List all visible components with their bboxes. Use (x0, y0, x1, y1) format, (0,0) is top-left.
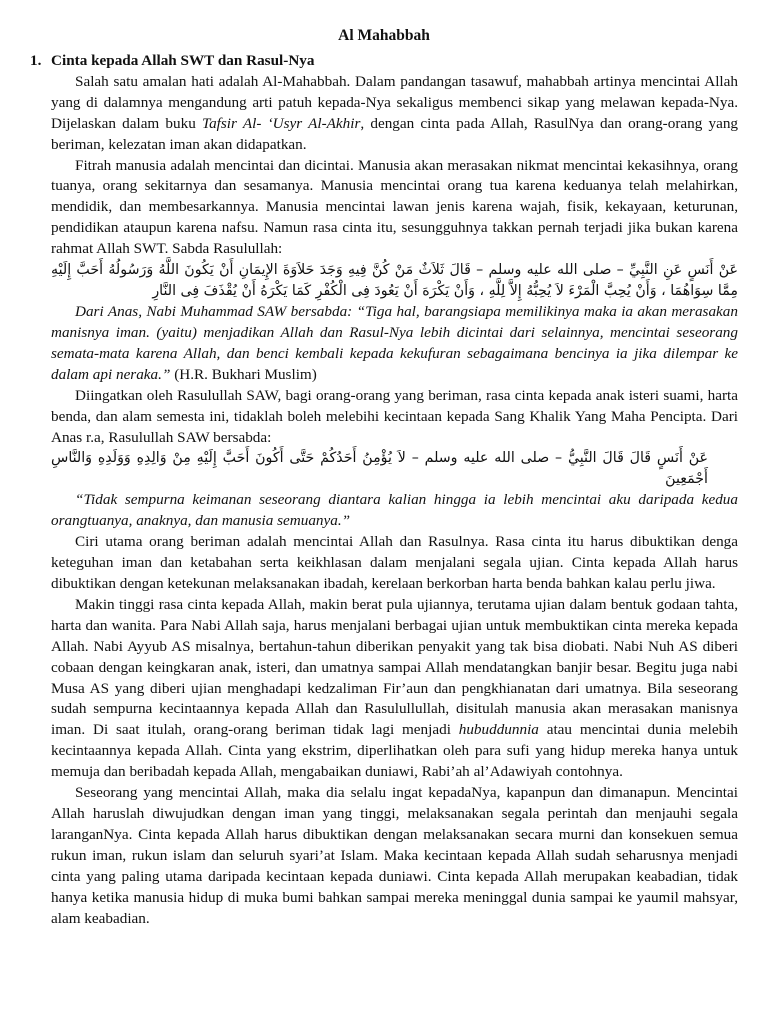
section-heading (30, 51, 738, 72)
paragraph-2: Fitrah manusia adalah mencintai dan dicintai. Manusia akan merasakan nikmat mencintai kekasihnya, orang tuanya, orang sekitarnya dan sesamanya. Manusia mencintai orang tua karena keduanya telah melahirkan, mendidik, dan membesarkannya. Manusia mencintai lawan jenis karena wajah, fisik, kekayaan, keturunan, pendidikan ataupun karena nafsu. Namun rasa cinta itu, sesungguhnya takkan pernah terjadi jika bukan karena rahmat Allah SWT. Sabda Rasulullah: (51, 156, 738, 258)
section-title: Cinta kepada Allah SWT dan Rasul-Nya (51, 52, 315, 69)
paragraph-1-text-a: Salah satu amalan hati adalah Al-Mahabbah. Dalam pandangan tasawuf, mahabbah artinya mencintai Allah yang di dalamnya mengandung arti patuh kepada-Nya sekaligus membenci sikap yang melawan kepada-Nya. Dijelaskan dalam buku (51, 72, 738, 132)
paragraph-5-text-b: atau mencintai dunia melebih kecintaannya kepada Allah. Cinta yang ekstrim, diperlihatkan oleh para sufi yang hidup mereka hanya untuk memuja dan beribadah kepada Allah, mengabaikan duniawi, Rabi’ah al’Adawiyah contohnya. (51, 721, 739, 781)
paragraph-3: Diingatkan oleh Rasulullah SAW, bagi orang-orang yang beriman, rasa cinta kepada anak isteri suami, harta benda, dan alam semesta ini, tidaklah boleh melebihi kecintaan kepada Sang Khalik Yang Maha Pencipta. Dari Anas r.a, Rasulullah SAW bersabda: (51, 386, 738, 446)
paragraph-6: Seseorang yang mencintai Allah, maka dia selalu ingat kepadaNya, kapanpun dan dimanapun. Mencintai Allah haruslah diwujudkan dengan iman yang tinggi, melaksanakan segala perintah dan menjauhi segala laranganNya. Cinta kepada Allah harus dibuktikan dengan melaksanakan secara murni dan konsekuen semua rukun iman, rukun islam dan seluruh syari’at Islam. Maka kecintaan kepada Allah sudah seharusnya menjadi cinta yang paling utama daripada kecintaan kepada duniawi. Cinta kepada Allah merupakan keabadian, tidak hanya ketika manusia hidup di muka bumi bahkan sampai mereka meninggal dunia sampai ke yaumil mahsyar, alam keabadian. (51, 784, 738, 927)
hadith-2-arabic: عَنْ أَنَسٍ قَالَ قَالَ النَّبِيُّ – صلى الله عليه وسلم – لاَ يُؤْمِنُ أَحَدُكُمْ حَتَّى أَكُونَ أَحَبَّ إِلَيْهِ مِنْ وَالِدِهِ وَوَلَدِهِ وَالنَّاسِ أَجْمَعِينَ (51, 450, 708, 488)
term-hubuddunnia: hubuddunnia (458, 721, 539, 739)
hadith-2-translation: “Tidak sempurna keimanan seseorang diantara kalian hingga ia lebih mencintai aku daripada kedua orangtuanya, anaknya, dan manusia semuanya.” (51, 491, 738, 530)
paragraph-1 (51, 72, 738, 156)
hadith-1-translation (51, 302, 738, 386)
section-content (51, 72, 738, 930)
paragraph-1-text-b: , dengan cinta pada Allah, RasulNya dan orang-orang yang beriman, kelezatan iman akan didapatkan. (51, 114, 739, 153)
book-title: Tafsir Al- ‘Usyr Al-Akhir (202, 114, 361, 132)
section-number: 1. (30, 52, 42, 69)
hadith-1-arabic: عَنْ أَنَسٍ عَنِ النَّبِيِّ – صلى الله عليه وسلم – قَالَ ثَلاَثٌ مَنْ كُنَّ فِيهِ وَجَدَ حَلاَوَةَ الإِيمَانِ أَنْ يَكُونَ اللَّهُ وَرَسُولُهُ أَحَبَّ إِلَيْهِ مِمَّا سِوَاهُمَا ، وَأَنْ يُحِبَّ الْمَرْءَ لاَ يُحِبُّهُ إِلاَّ لِلَّهِ ، وَأَنْ يَكْرَهَ أَنْ يَعُودَ فِى الْكُفْرِ كَمَا يَكْرَهُ أَنْ يُقْذَفَ فِى النَّارِ (51, 262, 738, 300)
paragraph-5-text-a: Makin tinggi rasa cinta kepada Allah, makin berat pula ujiannya, terutama ujian dalam bentuk godaan tahta, harta dan wanita. Para Nabi Allah saja, harus menjalani berbagai ujian untuk membuktikan cinta mereka kepada Allah. Nabi Ayyub AS misalnya, bertahun-tahun diberikan penyakit yang tak bisa diobati. Nabi Nuh AS diberi cobaan dengan keingkaran anak, isteri, dan umatnya sampai Allah mendatangkan banjir besar. Begitu juga nabi Musa AS yang diberi ujian menghadapi kedzaliman Fir’aun dan pengkhianatan dari umatnya. Bila seseorang sudah sempurna kecintaannya kepada Allah dan Rasulullullah, disitulah manusia akan merasakan manisnya iman. Di saat itulah, orang-orang beriman tidak lagi menjadi (51, 595, 738, 739)
paragraph-4: Ciri utama orang beriman adalah mencintai Allah dan Rasulnya. Rasa cinta itu harus dibuktikan denga keteguhan iman dan ketabahan serta keikhlasan dalam menjalani segala ujian. Cinta kepada Allah harus dibuktikan dengan ketekunan melaksanakan ibadah, kerelaan berkorban harta benda bahkan kalau perlu jiwa. (51, 533, 738, 593)
hadith-1-source: (H.R. Bukhari Muslim) (170, 365, 317, 383)
paragraph-5 (51, 595, 738, 783)
document-title: Al Mahabbah (338, 27, 430, 44)
hadith-1-translation-text: Dari Anas, Nabi Muhammad SAW bersabda: “Tiga hal, barangsiapa memilikinya maka ia akan merasakan manisnya iman. (yaitu) menjadikan Allah dan Rasul-Nya lebih dicintai dari selainnya, mencintai seseorang semata-mata karena Allah, dan benci kembali kepada kekufuran sebagaimana bencinya ia jika dilempar ke dalam api neraka.” (51, 303, 738, 383)
